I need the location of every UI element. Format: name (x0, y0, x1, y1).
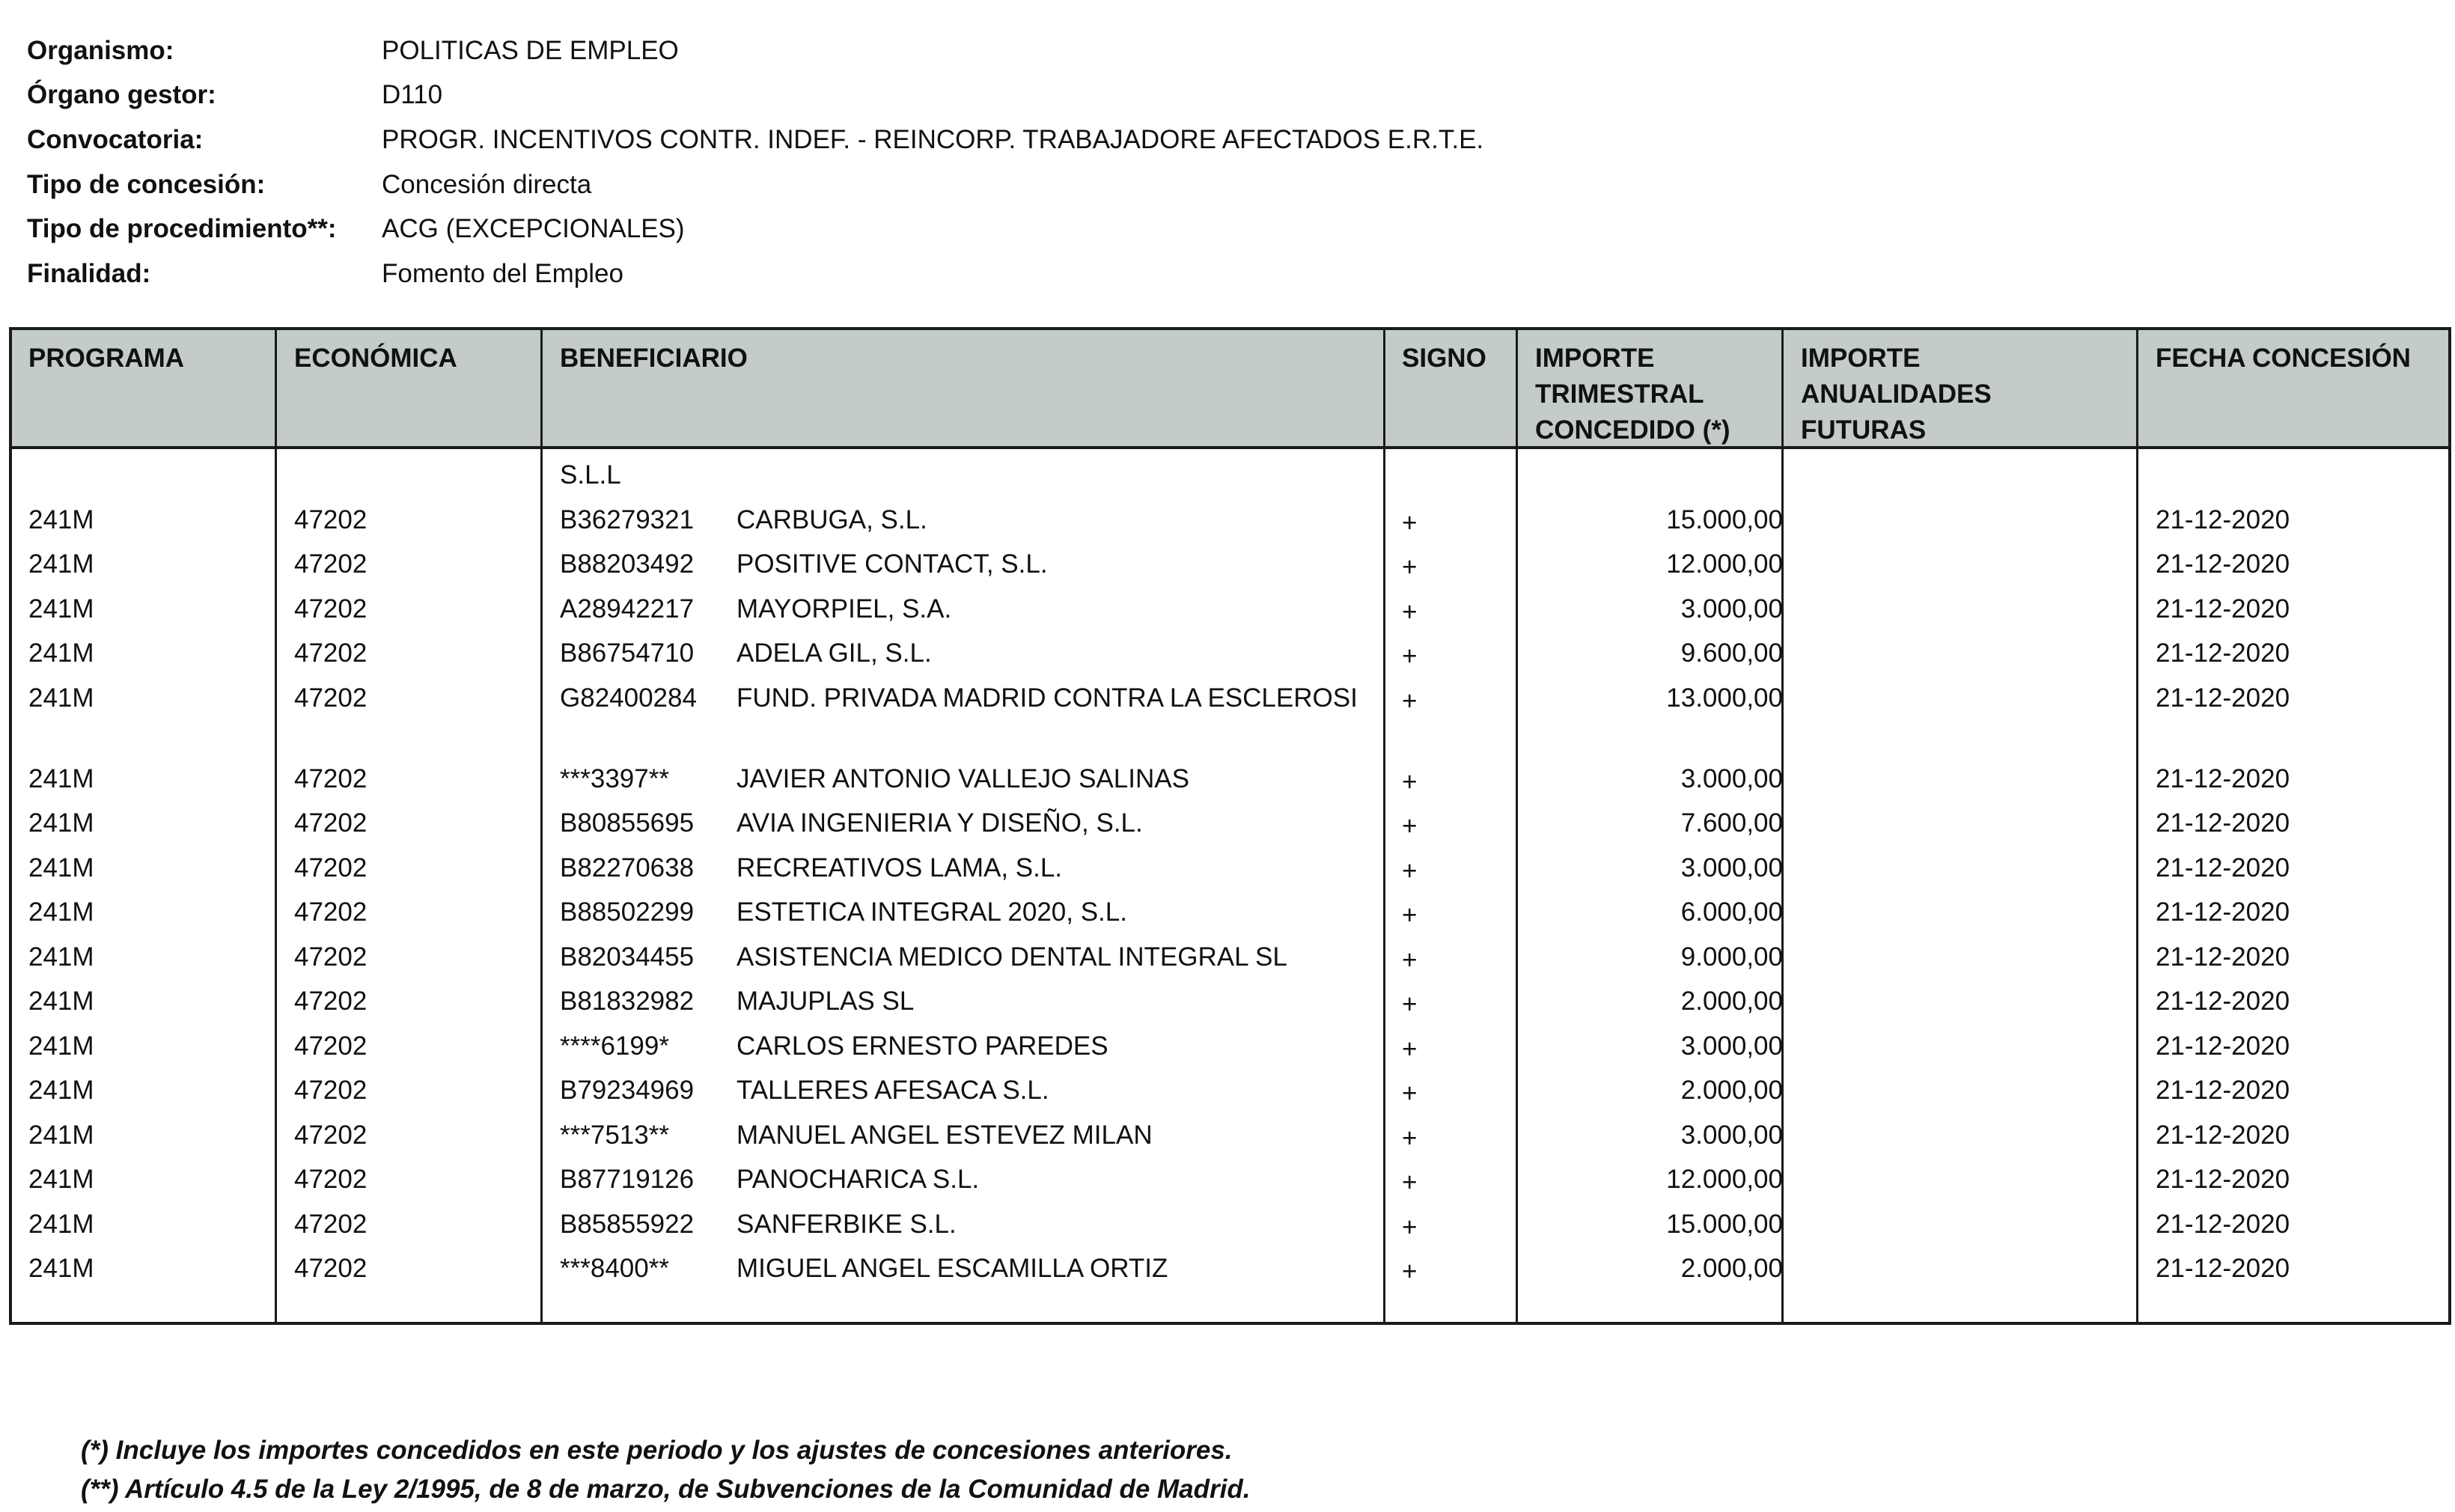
cell-beneficiario (560, 1207, 1376, 1243)
beneficiario-nif: B82034455 (560, 942, 695, 972)
cell-importe-trimestral: 3.000,00 (1680, 853, 1783, 882)
beneficiario-nombre: SANFERBIKE S.L. (736, 1210, 957, 1239)
cell-beneficiario (560, 850, 1376, 886)
cell-programa: 241M (28, 683, 94, 713)
info-value: Concesión directa (382, 169, 592, 199)
cell-programa: 241M (28, 1031, 94, 1061)
cell-beneficiario (560, 805, 1376, 841)
beneficiario-nif: B85855922 (560, 1210, 695, 1239)
info-label: Finalidad: (27, 258, 151, 288)
beneficiario-nif: B82270638 (560, 853, 695, 882)
cell-economica: 47202 (294, 1165, 368, 1194)
cell-importe-trimestral: 6.000,00 (1680, 897, 1783, 927)
cell-beneficiario (560, 502, 1376, 538)
cell-importe-trimestral: 13.000,00 (1666, 683, 1783, 713)
cell-fecha-concesion: 21-12-2020 (2156, 1165, 2290, 1194)
cell-signo: + (1402, 856, 1418, 885)
cell-beneficiario (560, 635, 1376, 671)
beneficiario-nombre: PANOCHARICA S.L. (736, 1165, 980, 1194)
cell-fecha-concesion: 21-12-2020 (2156, 1210, 2290, 1239)
beneficiario-nombre: RECREATIVOS LAMA, S.L. (736, 853, 1063, 882)
info-label: Órgano gestor: (27, 80, 216, 110)
cell-fecha-concesion: 21-12-2020 (2156, 1121, 2290, 1150)
info-label: Organismo: (27, 35, 174, 65)
column-divider (275, 330, 277, 1322)
cell-signo: + (1402, 945, 1418, 975)
beneficiario-nif: B86754710 (560, 638, 695, 668)
cell-importe-trimestral: 15.000,00 (1666, 1210, 1783, 1239)
cell-importe-trimestral: 2.000,00 (1680, 1254, 1783, 1283)
cell-importe-trimestral: 15.000,00 (1666, 505, 1783, 534)
beneficiario-nombre: MAJUPLAS SL (736, 987, 915, 1016)
cell-fecha-concesion: 21-12-2020 (2156, 897, 2290, 927)
info-value: POLITICAS DE EMPLEO (382, 35, 679, 65)
header-beneficiario: BENEFICIARIO (560, 344, 748, 373)
beneficiario-nombre: ADELA GIL, S.L. (736, 638, 932, 668)
cell-programa: 241M (28, 1121, 94, 1150)
cell-beneficiario (560, 1028, 1376, 1064)
beneficiario-nif: ***3397** (560, 764, 669, 793)
cell-signo: + (1402, 990, 1418, 1019)
cell-importe-trimestral: 7.600,00 (1680, 808, 1783, 838)
cell-programa: 241M (28, 1210, 94, 1239)
info-label: Tipo de procedimiento**: (27, 214, 337, 244)
cell-programa: 241M (28, 505, 94, 534)
cell-programa: 241M (28, 1076, 94, 1105)
cell-programa: 241M (28, 808, 94, 838)
beneficiario-nombre: ASISTENCIA MEDICO DENTAL INTEGRAL SL (736, 942, 1287, 972)
cell-signo: + (1402, 686, 1418, 716)
cell-importe-trimestral: 3.000,00 (1680, 764, 1783, 793)
info-label: Tipo de concesión: (27, 169, 266, 199)
cell-signo: + (1402, 1257, 1418, 1286)
cell-economica: 47202 (294, 683, 368, 713)
cell-importe-trimestral: 12.000,00 (1666, 549, 1783, 579)
cell-beneficiario (560, 1251, 1376, 1287)
cell-economica: 47202 (294, 764, 368, 793)
beneficiario-nombre: MANUEL ANGEL ESTEVEZ MILAN (736, 1121, 1153, 1150)
footnote-importes: (*) Incluye los importes concedidos en este periodo y los ajustes de concesiones anteriores. (81, 1436, 1233, 1465)
cell-economica: 47202 (294, 853, 368, 882)
beneficiario-nif: G82400284 (560, 683, 697, 713)
cell-economica: 47202 (294, 638, 368, 668)
cell-beneficiario (560, 939, 1376, 975)
beneficiario-nombre: JAVIER ANTONIO VALLEJO SALINAS (736, 764, 1189, 793)
cell-economica: 47202 (294, 987, 368, 1016)
column-divider (2136, 330, 2138, 1322)
cell-programa: 241M (28, 549, 94, 579)
cell-fecha-concesion: 21-12-2020 (2156, 1254, 2290, 1283)
cell-economica: 47202 (294, 808, 368, 838)
cell-importe-trimestral: 9.000,00 (1680, 942, 1783, 972)
cell-signo: + (1402, 597, 1418, 627)
cell-importe-trimestral: 3.000,00 (1680, 594, 1783, 624)
cell-programa: 241M (28, 987, 94, 1016)
column-divider (1383, 330, 1385, 1322)
header-importe-trimestral: IMPORTE TRIMESTRAL CONCEDIDO (*) (1535, 344, 1730, 445)
cell-signo: + (1402, 641, 1418, 671)
beneficiario-nif: A28942217 (560, 594, 695, 624)
cell-importe-trimestral: 12.000,00 (1666, 1165, 1783, 1194)
beneficiario-nombre: POSITIVE CONTACT, S.L. (736, 549, 1048, 579)
cell-fecha-concesion: 21-12-2020 (2156, 594, 2290, 624)
info-row-convocatoria (27, 118, 2422, 162)
cell-economica: 47202 (294, 549, 368, 579)
cell-signo: + (1402, 552, 1418, 582)
info-value: Fomento del Empleo (382, 258, 623, 288)
cell-importe-trimestral: 9.600,00 (1680, 638, 1783, 668)
cell-importe-trimestral: 3.000,00 (1680, 1031, 1783, 1061)
cell-beneficiario (560, 894, 1376, 930)
beneficiario-nombre: CARBUGA, S.L. (736, 505, 927, 534)
cell-fecha-concesion: 21-12-2020 (2156, 853, 2290, 882)
info-row-finalidad (27, 252, 2422, 296)
column-divider (1516, 330, 1518, 1322)
footnotes (81, 1431, 1250, 1509)
cell-economica: 47202 (294, 594, 368, 624)
cell-signo: + (1402, 1124, 1418, 1153)
cell-fecha-concesion: 21-12-2020 (2156, 942, 2290, 972)
cell-importe-trimestral: 2.000,00 (1680, 987, 1783, 1016)
cell-beneficiario (560, 1162, 1376, 1198)
header-fecha-concesion: FECHA CONCESIÓN (2156, 344, 2411, 373)
cell-economica: 47202 (294, 942, 368, 972)
cell-economica: 47202 (294, 1031, 368, 1061)
footnote-ley: (**) Artículo 4.5 de la Ley 2/1995, de 8 de marzo, de Subvenciones de la Comunidad de Madrid. (81, 1475, 1251, 1504)
beneficiario-nombre: TALLERES AFESACA S.L. (736, 1076, 1049, 1105)
cell-beneficiario (560, 1073, 1376, 1109)
info-value: ACG (EXCEPCIONALES) (382, 214, 685, 244)
cell-fecha-concesion: 21-12-2020 (2156, 505, 2290, 534)
cell-fecha-concesion: 21-12-2020 (2156, 764, 2290, 793)
cell-fecha-concesion: 21-12-2020 (2156, 638, 2290, 668)
cell-fecha-concesion: 21-12-2020 (2156, 1076, 2290, 1105)
header-economica: ECONÓMICA (294, 344, 457, 373)
cell-beneficiario (560, 680, 1376, 716)
cell-programa: 241M (28, 1165, 94, 1194)
header-signo: SIGNO (1402, 344, 1486, 373)
cell-signo: + (1402, 1213, 1418, 1242)
cell-signo: + (1402, 1034, 1418, 1064)
cell-signo: + (1402, 811, 1418, 841)
cell-programa: 241M (28, 638, 94, 668)
header-importe-futuras: IMPORTE ANUALIDADES FUTURAS (1801, 344, 1992, 445)
cell-beneficiario (560, 984, 1376, 1019)
beneficiario-nif: ***8400** (560, 1254, 669, 1283)
beneficiario-nif: B79234969 (560, 1076, 695, 1105)
cell-economica: 47202 (294, 897, 368, 927)
continuation-text: S.L.L (560, 460, 621, 490)
cell-programa: 241M (28, 897, 94, 927)
cell-economica: 47202 (294, 1121, 368, 1150)
info-row-organismo (27, 28, 2422, 73)
beneficiario-nombre: AVIA INGENIERIA Y DISEÑO, S.L. (736, 808, 1143, 838)
beneficiario-nif: B87719126 (560, 1165, 695, 1194)
cell-fecha-concesion: 21-12-2020 (2156, 549, 2290, 579)
cell-economica: 47202 (294, 1076, 368, 1105)
beneficiario-nif: B88502299 (560, 897, 695, 927)
cell-signo: + (1402, 508, 1418, 537)
beneficiario-nif: B88203492 (560, 549, 695, 579)
info-value: D110 (382, 80, 443, 110)
beneficiario-nombre: ESTETICA INTEGRAL 2020, S.L. (736, 897, 1127, 927)
info-row-tipo-concesion (27, 162, 2422, 207)
cell-signo: + (1402, 900, 1418, 930)
beneficiario-nombre: CARLOS ERNESTO PAREDES (736, 1031, 1108, 1061)
cell-signo: + (1402, 1168, 1418, 1197)
beneficiario-nif: ***7513** (560, 1121, 669, 1150)
cell-programa: 241M (28, 764, 94, 793)
cell-fecha-concesion: 21-12-2020 (2156, 987, 2290, 1016)
header-programa: PROGRAMA (28, 344, 185, 373)
beneficiario-nombre: MIGUEL ANGEL ESCAMILLA ORTIZ (736, 1254, 1168, 1283)
info-label: Convocatoria: (27, 124, 204, 154)
cell-fecha-concesion: 21-12-2020 (2156, 683, 2290, 713)
cell-economica: 47202 (294, 1254, 368, 1283)
cell-beneficiario (560, 591, 1376, 627)
cell-signo: + (1402, 767, 1418, 796)
cell-signo: + (1402, 1079, 1418, 1108)
beneficiario-nombre: MAYORPIEL, S.A. (736, 594, 952, 624)
beneficiario-nif: ****6199* (560, 1031, 669, 1061)
cell-importe-trimestral: 2.000,00 (1680, 1076, 1783, 1105)
beneficiario-nif: B80855695 (560, 808, 695, 838)
beneficiario-nif: B81832982 (560, 987, 695, 1016)
cell-importe-trimestral: 3.000,00 (1680, 1121, 1783, 1150)
cell-programa: 241M (28, 853, 94, 882)
cell-beneficiario (560, 546, 1376, 582)
cell-fecha-concesion: 21-12-2020 (2156, 1031, 2290, 1061)
cell-programa: 241M (28, 1254, 94, 1283)
cell-beneficiario (560, 1118, 1376, 1153)
info-row-organo-gestor (27, 73, 2422, 118)
cell-economica: 47202 (294, 1210, 368, 1239)
info-row-tipo-procedimiento (27, 207, 2422, 252)
beneficiario-nombre: FUND. PRIVADA MADRID CONTRA LA ESCLEROSI (736, 683, 1358, 713)
cell-programa: 241M (28, 594, 94, 624)
cell-beneficiario (560, 761, 1376, 797)
column-divider (540, 330, 543, 1322)
table-header (12, 330, 2448, 449)
cell-programa: 241M (28, 942, 94, 972)
cell-fecha-concesion: 21-12-2020 (2156, 808, 2290, 838)
header-info (27, 28, 2422, 296)
cell-economica: 47202 (294, 505, 368, 534)
concesiones-table (9, 327, 2451, 1325)
beneficiario-nif: B36279321 (560, 505, 695, 534)
info-value: PROGR. INCENTIVOS CONTR. INDEF. - REINCORP. TRABAJADORE AFECTADOS E.R.T.E. (382, 124, 1484, 154)
